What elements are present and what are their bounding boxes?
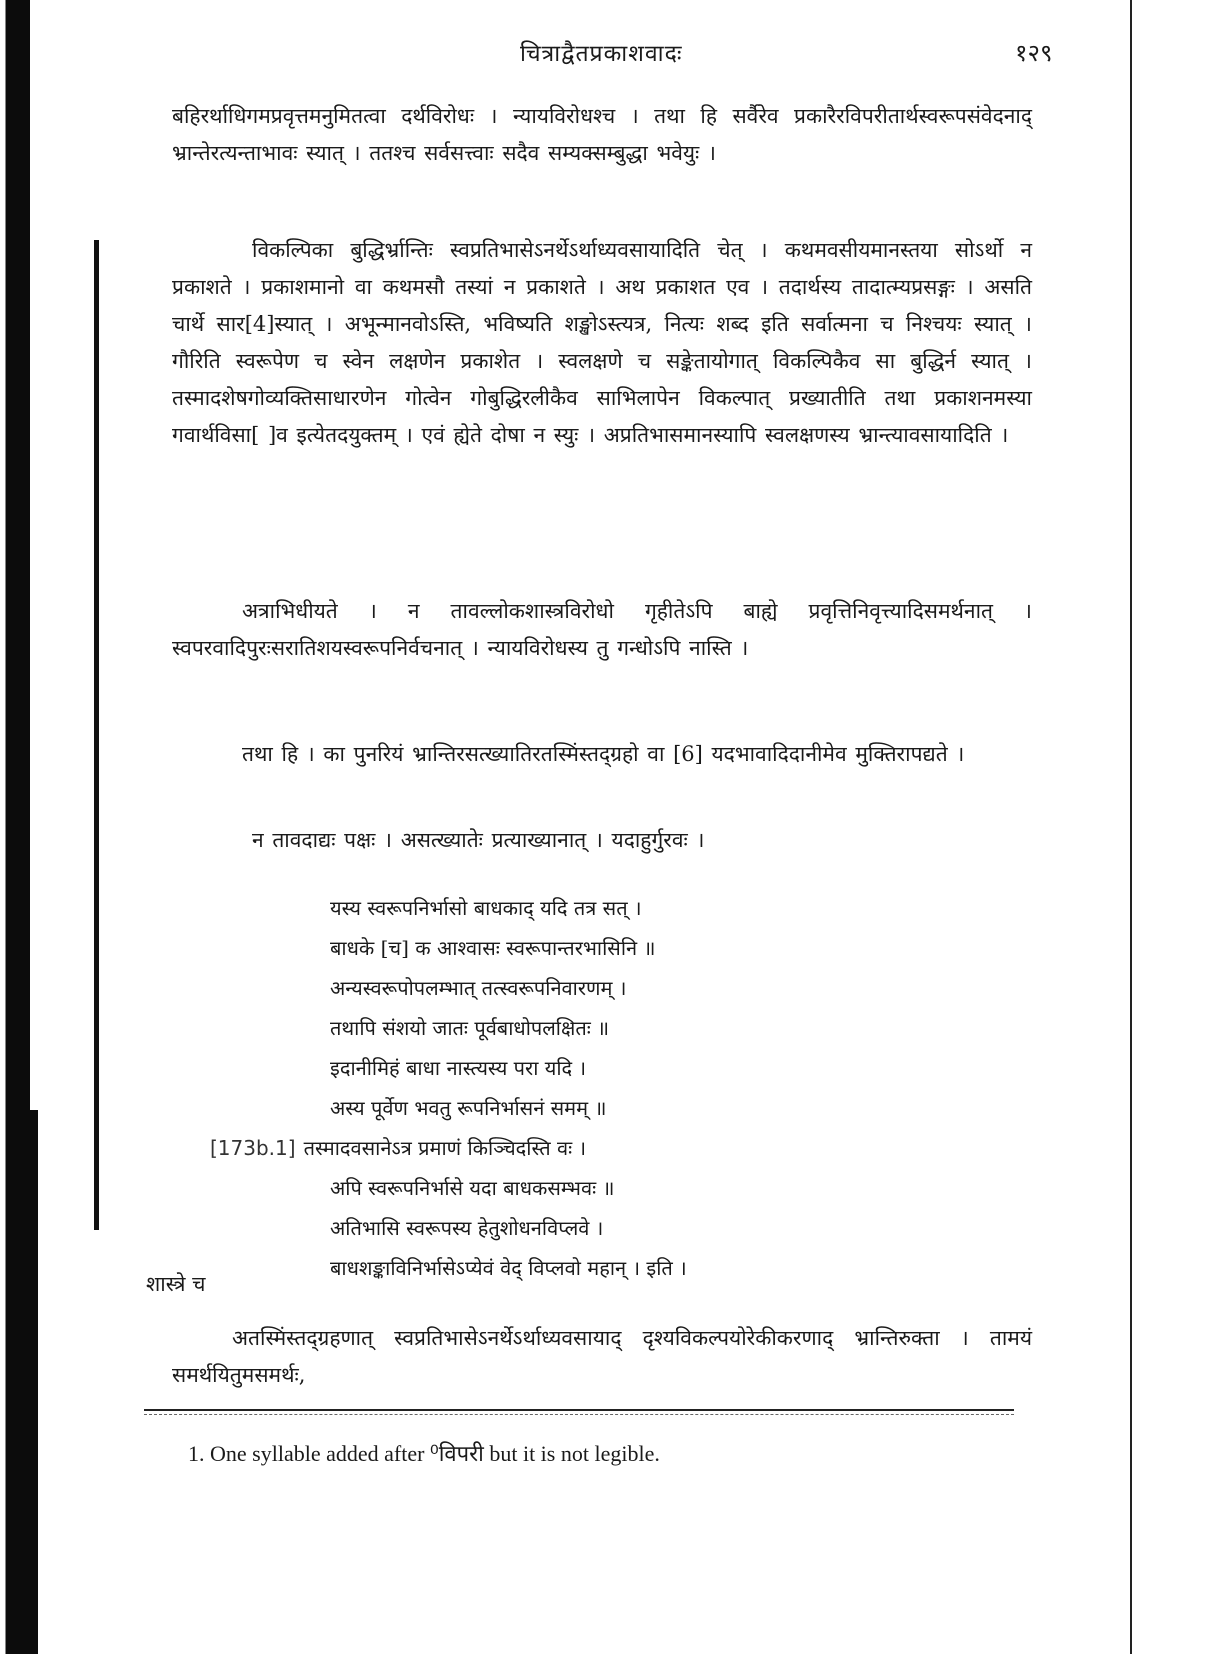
- closing-paragraph: अतस्मिंस्तद्ग्रहणात् स्वप्रतिभासेऽनर्थेऽर्थाध्यवसायाद् दृश्यविकल्पयोरेकीकरणाद् भ्रान्तिरुक्ता । तामयं समर्थयितुमसमर्थः,: [172, 1326, 1032, 1387]
- verse-text: बाधके [च] क आश्वासः स्वरूपान्तरभासिनि ॥: [330, 936, 656, 960]
- footnote-rule-dashed: [144, 1414, 1014, 1415]
- verse-text: इदानीमिहं बाधा नास्त्यस्य परा यदि ।: [330, 1056, 587, 1080]
- verse-line: [210, 888, 860, 928]
- paragraph: विकल्पिका बुद्धिर्भ्रान्तिः स्वप्रतिभासेऽनर्थेऽर्थाध्यवसायादिति चेत् । कथमवसीयमानस्तया सोऽर्थो न प्रकाशते । प्रकाशमानो वा कथमसौ तस्यां न प्रकाशते । अथ प्रकाशत एव । तदार्थस्य तादात्म्यप्रसङ्गः । असति चार्थे सार[4]स्यात् । अभून्मानवोऽस्ति, भविष्यति शङ्खोऽस्त्यत्र, नित्यः शब्द इति सर्वात्मना च निश्चयः स्यात् । गौरिति स्वरूपेण च स्वेन लक्षणेन प्रकाशेत । स्वलक्षणे च सङ्केतायोगात् विकल्पिकैव सा बुद्धिर्न स्यात् । तस्मादशेषगोव्यक्तिसाधारणेन गोत्वेन गोबुद्धिरलीकैव साभिलापेन विकल्पात् प्रख्यातीति तथा प्रकाशनमस्या गवार्थविसा[ ]व इत्येतदयुक्तम् । एवं ह्येते दोषा न स्युः । अप्रतिभासमानस्यापि स्वलक्षणस्य भ्रान्त्यावसायादिति ।: [172, 238, 1032, 447]
- verse-text: तस्मादवसानेऽत्र प्रमाणं किञ्चिदस्ति वः ।: [303, 1136, 587, 1160]
- footnote: 1. One syllable added after ⁰विपरी but it is not legible.: [188, 1441, 660, 1466]
- paragraph: अत्राभिधीयते । न तावल्लोकशास्त्रविरोधो गृहीतेऽपि बाह्ये प्रवृत्तिनिवृत्त्यादिसमर्थनात् । स्वपरवादिपुरःसरातिशयस्वरूपनिर्वचनात् । न्यायविरोधस्य तु गन्धोऽपि नास्ति ।: [172, 599, 1032, 660]
- page-number: १२९: [1015, 39, 1053, 67]
- verse-block: [210, 888, 860, 1288]
- verse-text: अतिभासि स्वरूपस्य हेतुशोधनविप्लवे ।: [330, 1216, 604, 1240]
- paragraph: बहिरर्थाधिगमप्रवृत्तमनुमितत्वा दर्थविरोधः । न्यायविरोधश्च । तथा हि सर्वैरेव प्रकारैरविपरीतार्थस्वरूपसंवेदनाद् भ्रान्तेरत्यन्ताभावः स्यात् । ततश्च सर्वसत्त्वाः सदैव सम्यक्सम्बुद्धा भवेयुः ।: [172, 104, 1032, 165]
- folio-reference: [173b.1]: [210, 1136, 296, 1160]
- verse-line: [210, 1208, 860, 1248]
- shastra-label: शास्त्रे च: [146, 1272, 206, 1296]
- verse-line: [210, 1048, 860, 1088]
- verse-line: [210, 928, 860, 968]
- verse-line: [210, 1128, 860, 1168]
- verse-text: अपि स्वरूपनिर्भासे यदा बाधकसम्भवः ॥: [330, 1176, 615, 1200]
- paragraph: तथा हि । का पुनरियं भ्रान्तिरसत्ख्यातिरतस्मिंस्तद्ग्रहो वा [6] यदभावादिदानीमेव मुक्तिरापद्यते ।: [242, 742, 965, 766]
- verse-text: तथापि संशयो जातः पूर्वबाधोपलक्षितः ॥: [330, 1016, 610, 1040]
- verse-text: अन्यस्वरूपोपलम्भात् तत्स्वरूपनिवारणम् ।: [330, 976, 627, 1000]
- verse-line: [210, 1088, 860, 1128]
- verse-line: [210, 1008, 860, 1048]
- verse-line: [210, 968, 860, 1008]
- running-head: चित्राद्वैतप्रकाशवादः: [520, 41, 683, 67]
- paragraph: न तावदाद्यः पक्षः । असत्ख्यातेः प्रत्याख्यानात् । यदाहुर्गुरवः ।: [252, 828, 705, 852]
- verse-text: यस्य स्वरूपनिर्भासो बाधकाद् यदि तत्र सत् ।: [330, 896, 642, 920]
- verse-line: [210, 1248, 860, 1288]
- verse-text: बाधशङ्काविनिर्भासेऽप्येवं वेद् विप्लवो महान् । इति ।: [330, 1256, 687, 1280]
- verse-text: अस्य पूर्वेण भवतु रूपनिर्भासनं समम् ॥: [330, 1096, 607, 1120]
- verse-line: [210, 1168, 860, 1208]
- footnote-rule: [144, 1409, 1014, 1411]
